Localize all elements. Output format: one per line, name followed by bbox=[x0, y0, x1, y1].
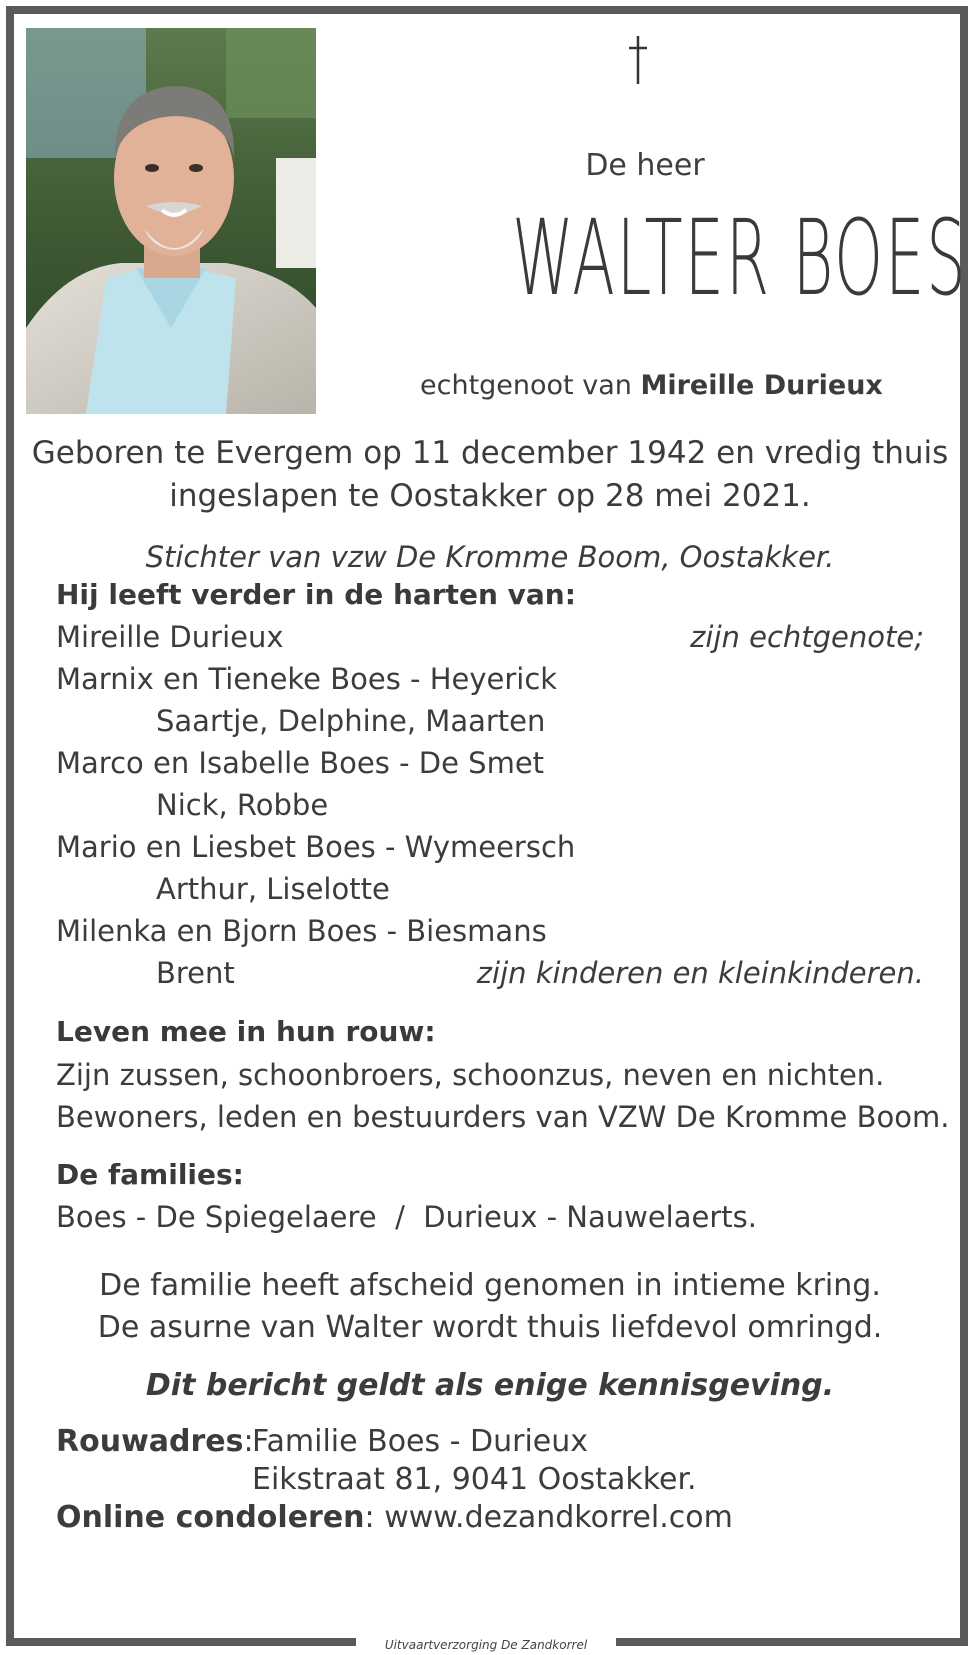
family-parents: Marnix en Tieneke Boes - Heyerick bbox=[56, 662, 558, 696]
death-line: ingeslapen te Oostakker op 28 mei 2021. bbox=[169, 478, 811, 514]
online-separator: : bbox=[364, 1500, 375, 1535]
children-role: zijn kinderen en kleinkinderen. bbox=[476, 956, 924, 990]
family-children: Brent bbox=[156, 956, 235, 990]
address-street: Eikstraat 81, 9041 Oostakker. bbox=[252, 1462, 697, 1497]
birth-death-text bbox=[26, 432, 954, 518]
mourning-line: Bewoners, leden en bestuurders van VZW De Kromme Boom. bbox=[56, 1100, 950, 1134]
undertaker-label: Uitvaartverzorging De Zandkorrel bbox=[356, 1635, 616, 1655]
family-parents: Milenka en Bjorn Boes - Biesmans bbox=[56, 914, 547, 948]
spouse-line bbox=[420, 370, 883, 401]
families-line: Boes - De Spiegelaere / Durieux - Nauwelaerts. bbox=[56, 1200, 757, 1234]
survivor-spouse: Mireille Durieux bbox=[56, 620, 284, 654]
family-parents: Marco en Isabelle Boes - De Smet bbox=[56, 746, 545, 780]
online-url-link[interactable]: www.dezandkorrel.com bbox=[384, 1500, 733, 1535]
address-line bbox=[56, 1424, 254, 1459]
honorific: De heer bbox=[585, 148, 705, 183]
deceased-name: WALTER BOES bbox=[512, 197, 968, 319]
address-separator: : bbox=[243, 1424, 254, 1459]
family-children: Saartje, Delphine, Maarten bbox=[156, 704, 546, 738]
spouse-prefix: echtgenoot van bbox=[420, 370, 632, 401]
family-children: Nick, Robbe bbox=[156, 788, 329, 822]
mourning-heading: Leven mee in hun rouw: bbox=[56, 1015, 436, 1048]
online-label: Online condoleren bbox=[56, 1500, 365, 1535]
cross-icon bbox=[627, 34, 649, 86]
closing-line: De familie heeft afscheid genomen in intieme kring. bbox=[99, 1268, 881, 1303]
mourning-line: Zijn zussen, schoonbroers, schoonzus, neven en nichten. bbox=[56, 1058, 885, 1092]
address-name: Familie Boes - Durieux bbox=[252, 1424, 589, 1459]
spouse-role: zijn echtgenote; bbox=[690, 620, 924, 654]
online-line bbox=[56, 1500, 733, 1535]
closing-line: De asurne van Walter wordt thuis liefdevol omringd. bbox=[97, 1310, 883, 1345]
spouse-name: Mireille Durieux bbox=[640, 370, 883, 401]
notice-line: Dit bericht geldt als enige kennisgeving. bbox=[145, 1368, 835, 1403]
families-heading: De families: bbox=[56, 1158, 244, 1191]
birth-line: Geboren te Evergem op 11 december 1942 en vredig thuis bbox=[31, 435, 949, 471]
founder-line: Stichter van vzw De Kromme Boom, Oostakker. bbox=[145, 540, 835, 574]
family-children: Arthur, Liselotte bbox=[156, 872, 390, 906]
address-label: Rouwadres bbox=[56, 1424, 244, 1459]
family-parents: Mario en Liesbet Boes - Wymeersch bbox=[56, 830, 576, 864]
portrait-photo bbox=[26, 28, 316, 414]
survivors-heading: Hij leeft verder in de harten van: bbox=[56, 578, 576, 611]
